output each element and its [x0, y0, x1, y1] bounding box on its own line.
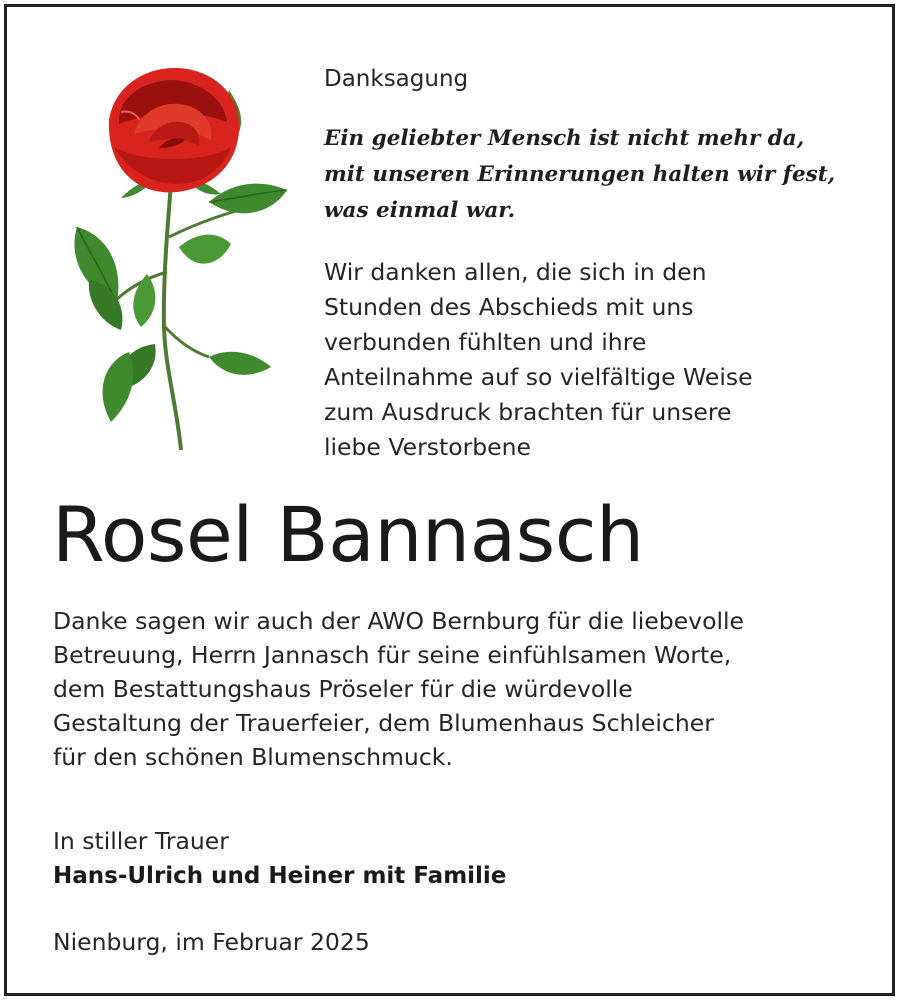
signers: Hans-Ulrich und Heiner mit Familie [53, 863, 507, 889]
place-date: Nienburg, im Februar 2025 [53, 928, 370, 956]
memorial-quote [324, 121, 835, 229]
thanks-line: Anteilnahme auf so vielfältige Weise [324, 363, 753, 391]
quote-line: was einmal war. [324, 198, 516, 223]
further-thanks-line: für den schönen Blumenschmuck. [53, 743, 453, 771]
obituary-notice [4, 4, 895, 996]
thanks-paragraph [324, 255, 753, 465]
thanks-line: zum Ausdruck brachten für unsere [324, 398, 732, 426]
further-thanks-line: Danke sagen wir auch der AWO Bernburg für die liebevolle [53, 607, 744, 635]
deceased-name: Rosel Bannasch [52, 490, 644, 579]
rose-icon [59, 62, 294, 457]
further-thanks-line: Betreuung, Herrn Jannasch für seine einfühlsamen Worte, [53, 641, 732, 669]
notice-heading: Danksagung [324, 66, 469, 92]
further-thanks-line: dem Bestattungshaus Pröseler für die würdevolle [53, 675, 633, 703]
quote-line: Ein geliebter Mensch ist nicht mehr da, [324, 126, 805, 151]
quote-line: mit unseren Erinnerungen halten wir fest, [324, 162, 836, 187]
thanks-line: liebe Verstorbene [324, 433, 531, 461]
further-thanks-paragraph [53, 604, 744, 774]
thanks-line: Stunden des Abschieds mit uns [324, 293, 694, 321]
mourning-line: In stiller Trauer [53, 827, 229, 855]
thanks-line: Wir danken allen, die sich in den [324, 258, 707, 286]
thanks-line: verbunden fühlten und ihre [324, 328, 647, 356]
further-thanks-line: Gestaltung der Trauerfeier, dem Blumenhaus Schleicher [53, 709, 714, 737]
